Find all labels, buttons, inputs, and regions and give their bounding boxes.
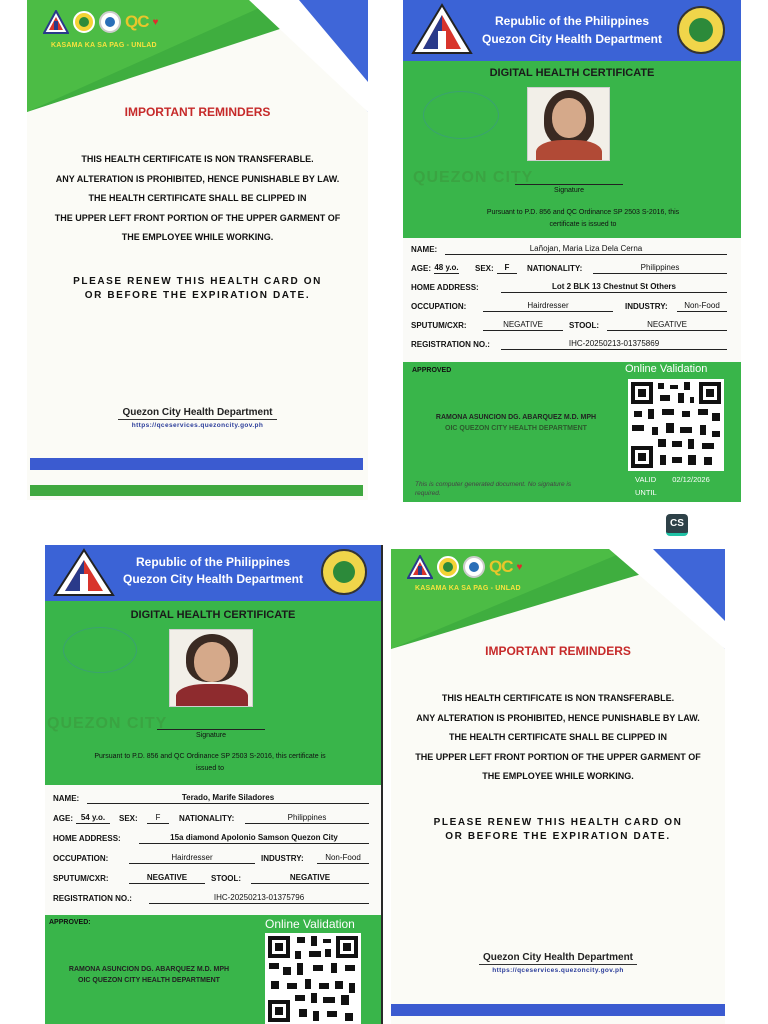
- age-value: 48 y.o.: [434, 263, 459, 272]
- home-address-label: HOME ADDRESS:: [53, 834, 121, 843]
- approving-officer: [411, 412, 621, 434]
- department-name: Quezon City Health Department: [479, 952, 637, 965]
- qc-seal-icon: [73, 11, 95, 33]
- footer-green-stripe: [30, 485, 363, 496]
- signature-label: Signature: [554, 187, 584, 194]
- field-row-registration: [45, 890, 381, 909]
- name-value: Terado, Marife Siladores: [87, 793, 369, 804]
- qc-logo-heart-icon: ♥: [152, 16, 159, 28]
- reminder-card-bottom: [391, 549, 725, 1024]
- occupation-label: OCCUPATION:: [53, 854, 109, 863]
- reminder-line: THE UPPER LEFT FRONT PORTION OF THE UPPER GARMENT OF: [415, 751, 701, 762]
- sex-label: SEX:: [475, 264, 494, 273]
- footer-blue-stripe: [391, 1004, 725, 1016]
- reminder-logos: [407, 555, 522, 579]
- philippines-seal-icon: [43, 10, 69, 34]
- approving-officer: [45, 964, 253, 986]
- online-validation-label: Online Validation: [265, 917, 355, 931]
- officer-title: OIC QUEZON CITY HEALTH DEPARTMENT: [445, 425, 587, 432]
- occupation-value: Hairdresser: [483, 301, 613, 312]
- qc-logo-text: QC: [489, 557, 513, 576]
- reminder-line: THE HEALTH CERTIFICATE SHALL BE CLIPPED IN: [448, 732, 667, 742]
- nationality-value: Philippines: [245, 813, 369, 824]
- footer-blue-stripe: [30, 458, 363, 470]
- registration-label: REGISTRATION NO.:: [411, 340, 490, 349]
- online-validation-label: Online Validation: [625, 363, 708, 375]
- sex-value: F: [497, 263, 517, 274]
- validity: [635, 473, 710, 499]
- sputum-label: SPUTUM/CXR:: [411, 321, 467, 330]
- name-label: NAME:: [53, 794, 80, 803]
- certificate-fields: [45, 785, 381, 913]
- home-address-label: HOME ADDRESS:: [411, 283, 479, 292]
- tree-watermark-icon: [423, 91, 499, 139]
- reminders-title: IMPORTANT REMINDERS: [124, 105, 271, 119]
- department-url: https://qceservices.quezoncity.gov.ph: [131, 422, 264, 429]
- certificate-title: DIGITAL HEALTH CERTIFICATE: [489, 67, 655, 79]
- field-row-address: [45, 830, 381, 849]
- city-emblem-icon: [463, 556, 485, 578]
- field-row-lab: [403, 317, 741, 336]
- reminders-title: IMPORTANT REMINDERS: [485, 644, 631, 658]
- camscanner-badge: CS: [666, 514, 688, 536]
- department-signature: [391, 947, 725, 974]
- pursuant-text: Pursuant to P.D. 856 and QC Ordinance SP 2503 S-2016, this certificate is issued to: [486, 209, 680, 228]
- field-row-age: [403, 260, 741, 279]
- header-republic: Republic of the Philippines: [135, 555, 290, 569]
- philippines-seal-icon: [411, 3, 473, 57]
- reminder-line: THIS HEALTH CERTIFICATE IS NON TRANSFERABLE.: [81, 154, 314, 164]
- sputum-value: NEGATIVE: [483, 320, 563, 331]
- reminder-card-top: [27, 0, 368, 500]
- certificate-card-top: [403, 0, 741, 502]
- occupation-value: Hairdresser: [129, 853, 255, 864]
- age-value: 54 y.o.: [76, 813, 110, 824]
- qc-logo-heart-icon: ♥: [516, 561, 523, 573]
- renew-notice: [391, 816, 725, 844]
- qc-seal-icon: [321, 549, 367, 595]
- reminder-line: THE UPPER LEFT FRONT PORTION OF THE UPPER GARMENT OF: [54, 212, 341, 223]
- validation-qr-code[interactable]: [265, 933, 361, 1024]
- industry-label: INDUSTRY:: [625, 302, 668, 311]
- city-emblem-icon: [99, 11, 121, 33]
- field-row-age: [45, 810, 381, 829]
- renew-line: PLEASE RENEW THIS HEALTH CARD ON: [73, 276, 322, 287]
- certificate-header: [403, 0, 741, 61]
- nationality-label: NATIONALITY:: [527, 264, 583, 273]
- qc-logo-text: QC: [125, 12, 149, 31]
- philippines-seal-icon: [407, 555, 433, 579]
- certificate-header: [45, 545, 381, 601]
- reminder-line: ANY ALTERATION IS PROHIBITED, HENCE PUNISHABLE BY LAW.: [55, 173, 340, 184]
- occupation-label: OCCUPATION:: [411, 302, 467, 311]
- certificate-green-panel: [45, 601, 381, 785]
- industry-value: Non-Food: [677, 301, 727, 312]
- registration-value: IHC-20250213-01375869: [501, 339, 727, 350]
- qc-seal-icon: [437, 556, 459, 578]
- qc-seal-icon: [677, 6, 725, 54]
- department-url: https://qceservices.quezoncity.gov.ph: [492, 967, 624, 974]
- registration-value: IHC-20250213-01375796: [149, 893, 369, 904]
- officer-name: RAMONA ASUNCION DG. ABARQUEZ M.D. MPH: [435, 414, 597, 421]
- stool-label: STOOL:: [569, 321, 600, 330]
- sputum-value: NEGATIVE: [129, 873, 205, 884]
- renew-line: OR BEFORE THE EXPIRATION DATE.: [84, 290, 311, 301]
- computer-generated-note: This is computer generated document. No signature is required.: [415, 481, 572, 497]
- field-row-registration: [403, 336, 741, 355]
- sputum-label: SPUTUM/CXR:: [53, 874, 109, 883]
- industry-label: INDUSTRY:: [261, 854, 304, 863]
- field-row-occupation: [403, 298, 741, 317]
- registration-label: REGISTRATION NO.:: [53, 894, 132, 903]
- approved-label: APPROVED:: [49, 919, 91, 926]
- certificate-card-bottom: [45, 545, 383, 1024]
- photo: [169, 629, 253, 707]
- reminder-logos: [43, 10, 158, 34]
- age-label: AGE:: [53, 814, 73, 823]
- home-address-value: 15a diamond Apolonio Samson Quezon City: [139, 833, 369, 844]
- name-label: NAME:: [411, 245, 438, 254]
- reminders-body: [27, 150, 368, 248]
- reminders-body: [391, 689, 725, 787]
- city-watermark: QUEZON CITY: [413, 169, 534, 186]
- officer-title: OIC QUEZON CITY HEALTH DEPARTMENT: [78, 977, 220, 984]
- approval-panel: [403, 362, 741, 502]
- nationality-value: Philippines: [593, 263, 727, 274]
- reminder-line: THIS HEALTH CERTIFICATE IS NON TRANSFERABLE.: [441, 693, 675, 703]
- stool-value: NEGATIVE: [251, 873, 369, 884]
- field-row-occupation: [45, 850, 381, 869]
- certificate-green-panel: [403, 61, 741, 238]
- nationality-label: NATIONALITY:: [179, 814, 235, 823]
- valid-date: 02/12/2026: [672, 475, 710, 484]
- validation-qr-code[interactable]: [628, 379, 724, 471]
- field-row-name: [403, 241, 741, 260]
- pursuant-text: Pursuant to P.D. 856 and QC Ordinance SP 2503 S-2016, this certificate is issued to: [94, 753, 326, 772]
- approval-panel: [45, 915, 381, 1024]
- stool-value: NEGATIVE: [607, 320, 727, 331]
- sex-label: SEX:: [119, 814, 138, 823]
- reminder-line: THE EMPLOYEE WHILE WORKING.: [121, 232, 274, 242]
- stool-label: STOOL:: [211, 874, 242, 883]
- tagline: KASAMA KA SA PAG - UNLAD: [51, 42, 157, 49]
- header-republic: Republic of the Philippines: [494, 14, 649, 28]
- home-address-value: Lot 2 BLK 13 Chestnut St Others: [501, 282, 727, 293]
- department-name: Quezon City Health Department: [118, 407, 276, 420]
- renew-notice: [27, 275, 368, 303]
- field-row-name: [45, 790, 381, 809]
- certificate-fields: [403, 238, 741, 358]
- department-signature: [27, 402, 368, 429]
- signature-line: [157, 729, 265, 730]
- name-value: Lañojan, Maria Liza Dela Cerna: [445, 244, 727, 255]
- renew-line: PLEASE RENEW THIS HEALTH CARD ON: [433, 817, 683, 828]
- header-department: Quezon City Health Department: [122, 572, 304, 586]
- signature-label: Signature: [196, 732, 226, 739]
- certificate-title: DIGITAL HEALTH CERTIFICATE: [130, 609, 296, 621]
- reminder-line: THE HEALTH CERTIFICATE SHALL BE CLIPPED IN: [88, 193, 307, 203]
- signature-line: [515, 184, 623, 185]
- reminder-line: THE EMPLOYEE WHILE WORKING.: [482, 771, 634, 781]
- field-row-address: [403, 279, 741, 298]
- photo: [527, 87, 610, 161]
- city-watermark: QUEZON CITY: [47, 715, 168, 732]
- field-row-lab: [45, 870, 381, 889]
- sex-value: F: [147, 813, 169, 824]
- tagline: KASAMA KA SA PAG - UNLAD: [415, 585, 521, 592]
- until-label: UNTIL: [635, 488, 657, 497]
- reminder-line: ANY ALTERATION IS PROHIBITED, HENCE PUNISHABLE BY LAW.: [416, 712, 700, 723]
- officer-name: RAMONA ASUNCION DG. ABARQUEZ M.D. MPH: [68, 966, 230, 973]
- age-label: AGE:: [411, 264, 431, 273]
- tree-watermark-icon: [63, 627, 137, 673]
- renew-line: OR BEFORE THE EXPIRATION DATE.: [445, 831, 671, 842]
- header-department: Quezon City Health Department: [481, 32, 663, 46]
- valid-label: VALID: [635, 475, 657, 484]
- industry-value: Non-Food: [317, 853, 369, 864]
- approved-label: APPROVED: [412, 367, 452, 374]
